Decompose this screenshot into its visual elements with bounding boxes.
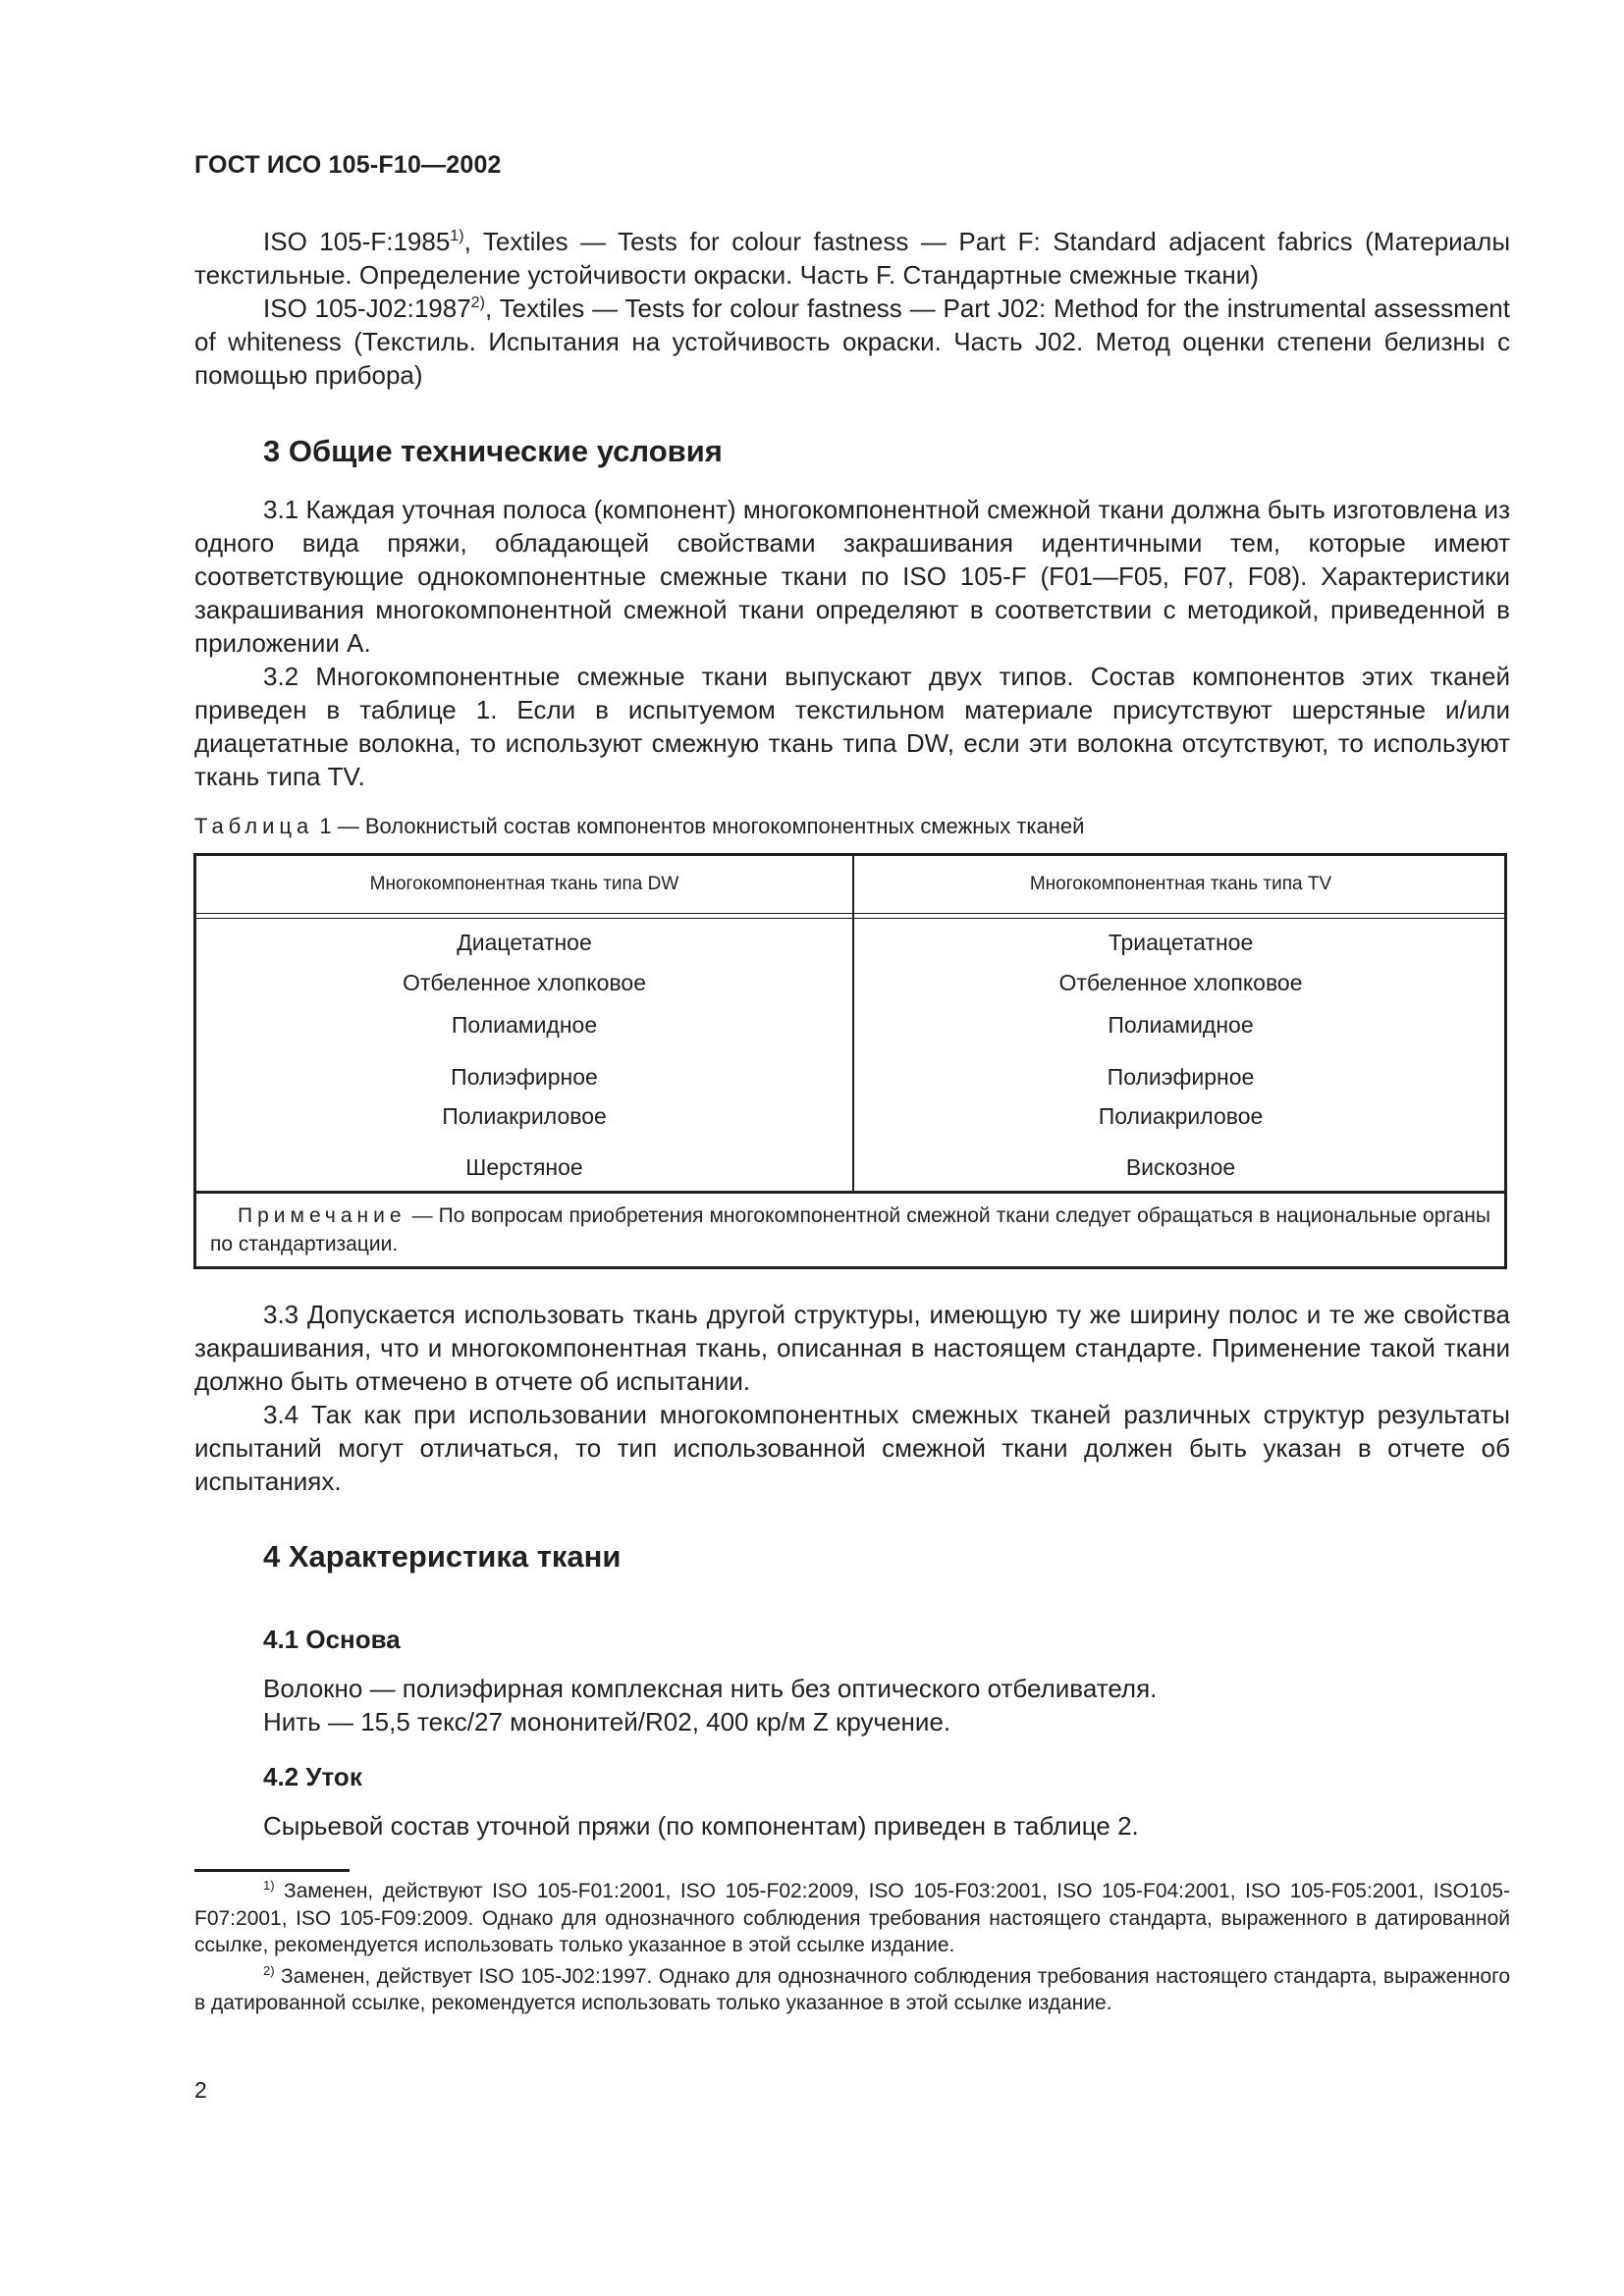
subsection-4-2-line-1: Сырьевой состав уточной пряжи (по компонентам) приведен в таблице 2. bbox=[263, 1811, 1139, 1841]
reference-item bbox=[194, 292, 1510, 392]
table-cell: Полиамидное bbox=[1108, 1012, 1254, 1038]
footnotes bbox=[194, 1878, 1510, 2017]
clause-3-3: 3.3 Допускается использовать ткань другой структуры, имеющую ту же ширину полос и те же свойства закрашивания, что и многокомпонентная ткань, описанная в настоящем стандарте. Применение такой ткани должно быть отмечено в отчете об испытании. bbox=[194, 1300, 1510, 1396]
table-cell: Отбеленное хлопковое bbox=[1058, 970, 1303, 995]
footnote-item bbox=[194, 1878, 1510, 1959]
footnote-ref[interactable]: 1) bbox=[450, 227, 464, 245]
subsection-4-1-line-2: Нить — 15,5 текс/27 мононитей/R02, 400 кр/м Z кручение. bbox=[263, 1707, 951, 1736]
table-note-label: Примечание bbox=[238, 1204, 406, 1227]
footnote-marker: 1) bbox=[263, 1878, 275, 1894]
reference-code: ISO 105-J02:1987 bbox=[263, 294, 471, 323]
table-cell: Вискозное bbox=[1125, 1154, 1236, 1180]
reference-code: ISO 105-F:1985 bbox=[263, 227, 451, 256]
footnote-text: Заменен, действует ISO 105-J02:1997. Однако для однозначного соблюдения требования настоящего стандарта, выраженного в датированной ссылке, рекомендуется использовать только указанное в этой ссылке издание. bbox=[194, 1964, 1510, 2014]
footnote-marker: 2) bbox=[263, 1962, 275, 1978]
section-3-body-cont bbox=[194, 1298, 1510, 1498]
clause-3-4: 3.4 Так как при использовании многокомпонентных смежных тканей различных структур результаты испытаний могут отличаться, то тип использованной смежной ткани должен быть указан в отчете об испытаниях. bbox=[194, 1400, 1510, 1496]
page-number: 2 bbox=[194, 2077, 207, 2103]
footnote-item bbox=[194, 1963, 1510, 2017]
table-cell: Шерстяное bbox=[465, 1154, 583, 1180]
reference-item bbox=[194, 225, 1510, 292]
table-cell: Диацетатное bbox=[457, 930, 592, 955]
reference-text: , Textiles — Tests for colour fastness — Part F: Standard adjacent fabrics (Материалы текстильные. Определение устойчивости окраски. Часть F. Стандартные смежные ткани) bbox=[194, 227, 1511, 290]
subsection-4-1-heading: 4.1 Основа bbox=[263, 1625, 401, 1654]
table-cell: Триацетатное bbox=[1108, 930, 1254, 955]
table-cell: Полиакриловое bbox=[442, 1103, 607, 1129]
section-4-heading: 4 Характеристика ткани bbox=[263, 1539, 622, 1574]
table-header-divider bbox=[196, 918, 1504, 919]
subsection-4-2-heading: 4.2 Уток bbox=[263, 1762, 362, 1791]
footnote-ref[interactable]: 2) bbox=[470, 294, 485, 312]
table-note-text: — По вопросам приобретения многокомпонентной смежной ткани следует обращаться в национальные органы по стандартизации. bbox=[210, 1204, 1490, 1255]
section-3-heading: 3 Общие технические условия bbox=[263, 434, 723, 468]
table-caption-text: 1 — Волокнистый состав компонентов многокомпонентных смежных тканей bbox=[313, 814, 1085, 838]
table-caption-label: Таблица bbox=[194, 814, 314, 838]
table-1 bbox=[193, 853, 1507, 1269]
footnote-text: Заменен, действуют ISO 105-F01:2001, ISO 105-F02:2009, ISO 105-F03:2001, ISO 105-F04:2001, ISO 105-F05:2001, ISO105-F07:2001, ISO 105-F09:2009. Однако для однозначного соблюдения требования настоящего стандарта, выраженного в датированной ссылке, рекомендуется использовать только указанное в этой ссылке издание. bbox=[194, 1880, 1510, 1956]
reference-text: , Textiles — Tests for colour fastness — Part J02: Method for the instrumental assessment of whiteness (Текстиль. Испытания на устойчивость окраски. Часть J02. Метод оценки степени белизны с помощью прибора) bbox=[194, 294, 1510, 390]
subsection-4-1-line-1: Волокно — полиэфирная комплексная нить без оптического отбеливателя. bbox=[263, 1674, 1158, 1703]
table-cell: Отбеленное хлопковое bbox=[402, 970, 647, 995]
clause-3-1: 3.1 Каждая уточная полоса (компонент) многокомпонентной смежной ткани должна быть изготовлена из одного вида пряжи, обладающей свойствами закрашивания идентичными тем, которые имеют соответствующие однокомпонентные смежные ткани по ISO 105-F (F01—F05, F07, F08). Характеристики закрашивания многокомпонентной смежной ткани определяют в соответствии с методикой, приведенной в приложении А. bbox=[194, 495, 1510, 658]
table-cell: Полиэфирное bbox=[1107, 1064, 1255, 1090]
table-header-tv: Многокомпонентная ткань типа TV bbox=[1029, 874, 1332, 894]
clause-3-2: 3.2 Многокомпонентные смежные ткани выпускают двух типов. Состав компонентов этих тканей приведен в таблице 1. Если в испытуемом текстильном материале присутствуют шерстяные и/или диацетатные волокна, то используют смежную ткань типа DW, если эти волокна отсутствуют, то используют ткань типа TV. bbox=[194, 662, 1510, 791]
table-cell: Полиамидное bbox=[451, 1012, 598, 1038]
table-note bbox=[210, 1201, 1490, 1258]
table-note-divider bbox=[196, 1191, 1504, 1194]
normative-references bbox=[194, 225, 1510, 392]
footnote-separator bbox=[194, 1869, 350, 1872]
table-header-dw: Многокомпонентная ткань типа DW bbox=[369, 874, 679, 894]
table-caption bbox=[194, 814, 1084, 839]
table-cell: Полиэфирное bbox=[451, 1064, 598, 1090]
section-3-body bbox=[194, 493, 1510, 793]
document-header: ГОСТ ИСО 105-F10—2002 bbox=[194, 151, 502, 179]
table-cell: Полиакриловое bbox=[1098, 1103, 1264, 1129]
